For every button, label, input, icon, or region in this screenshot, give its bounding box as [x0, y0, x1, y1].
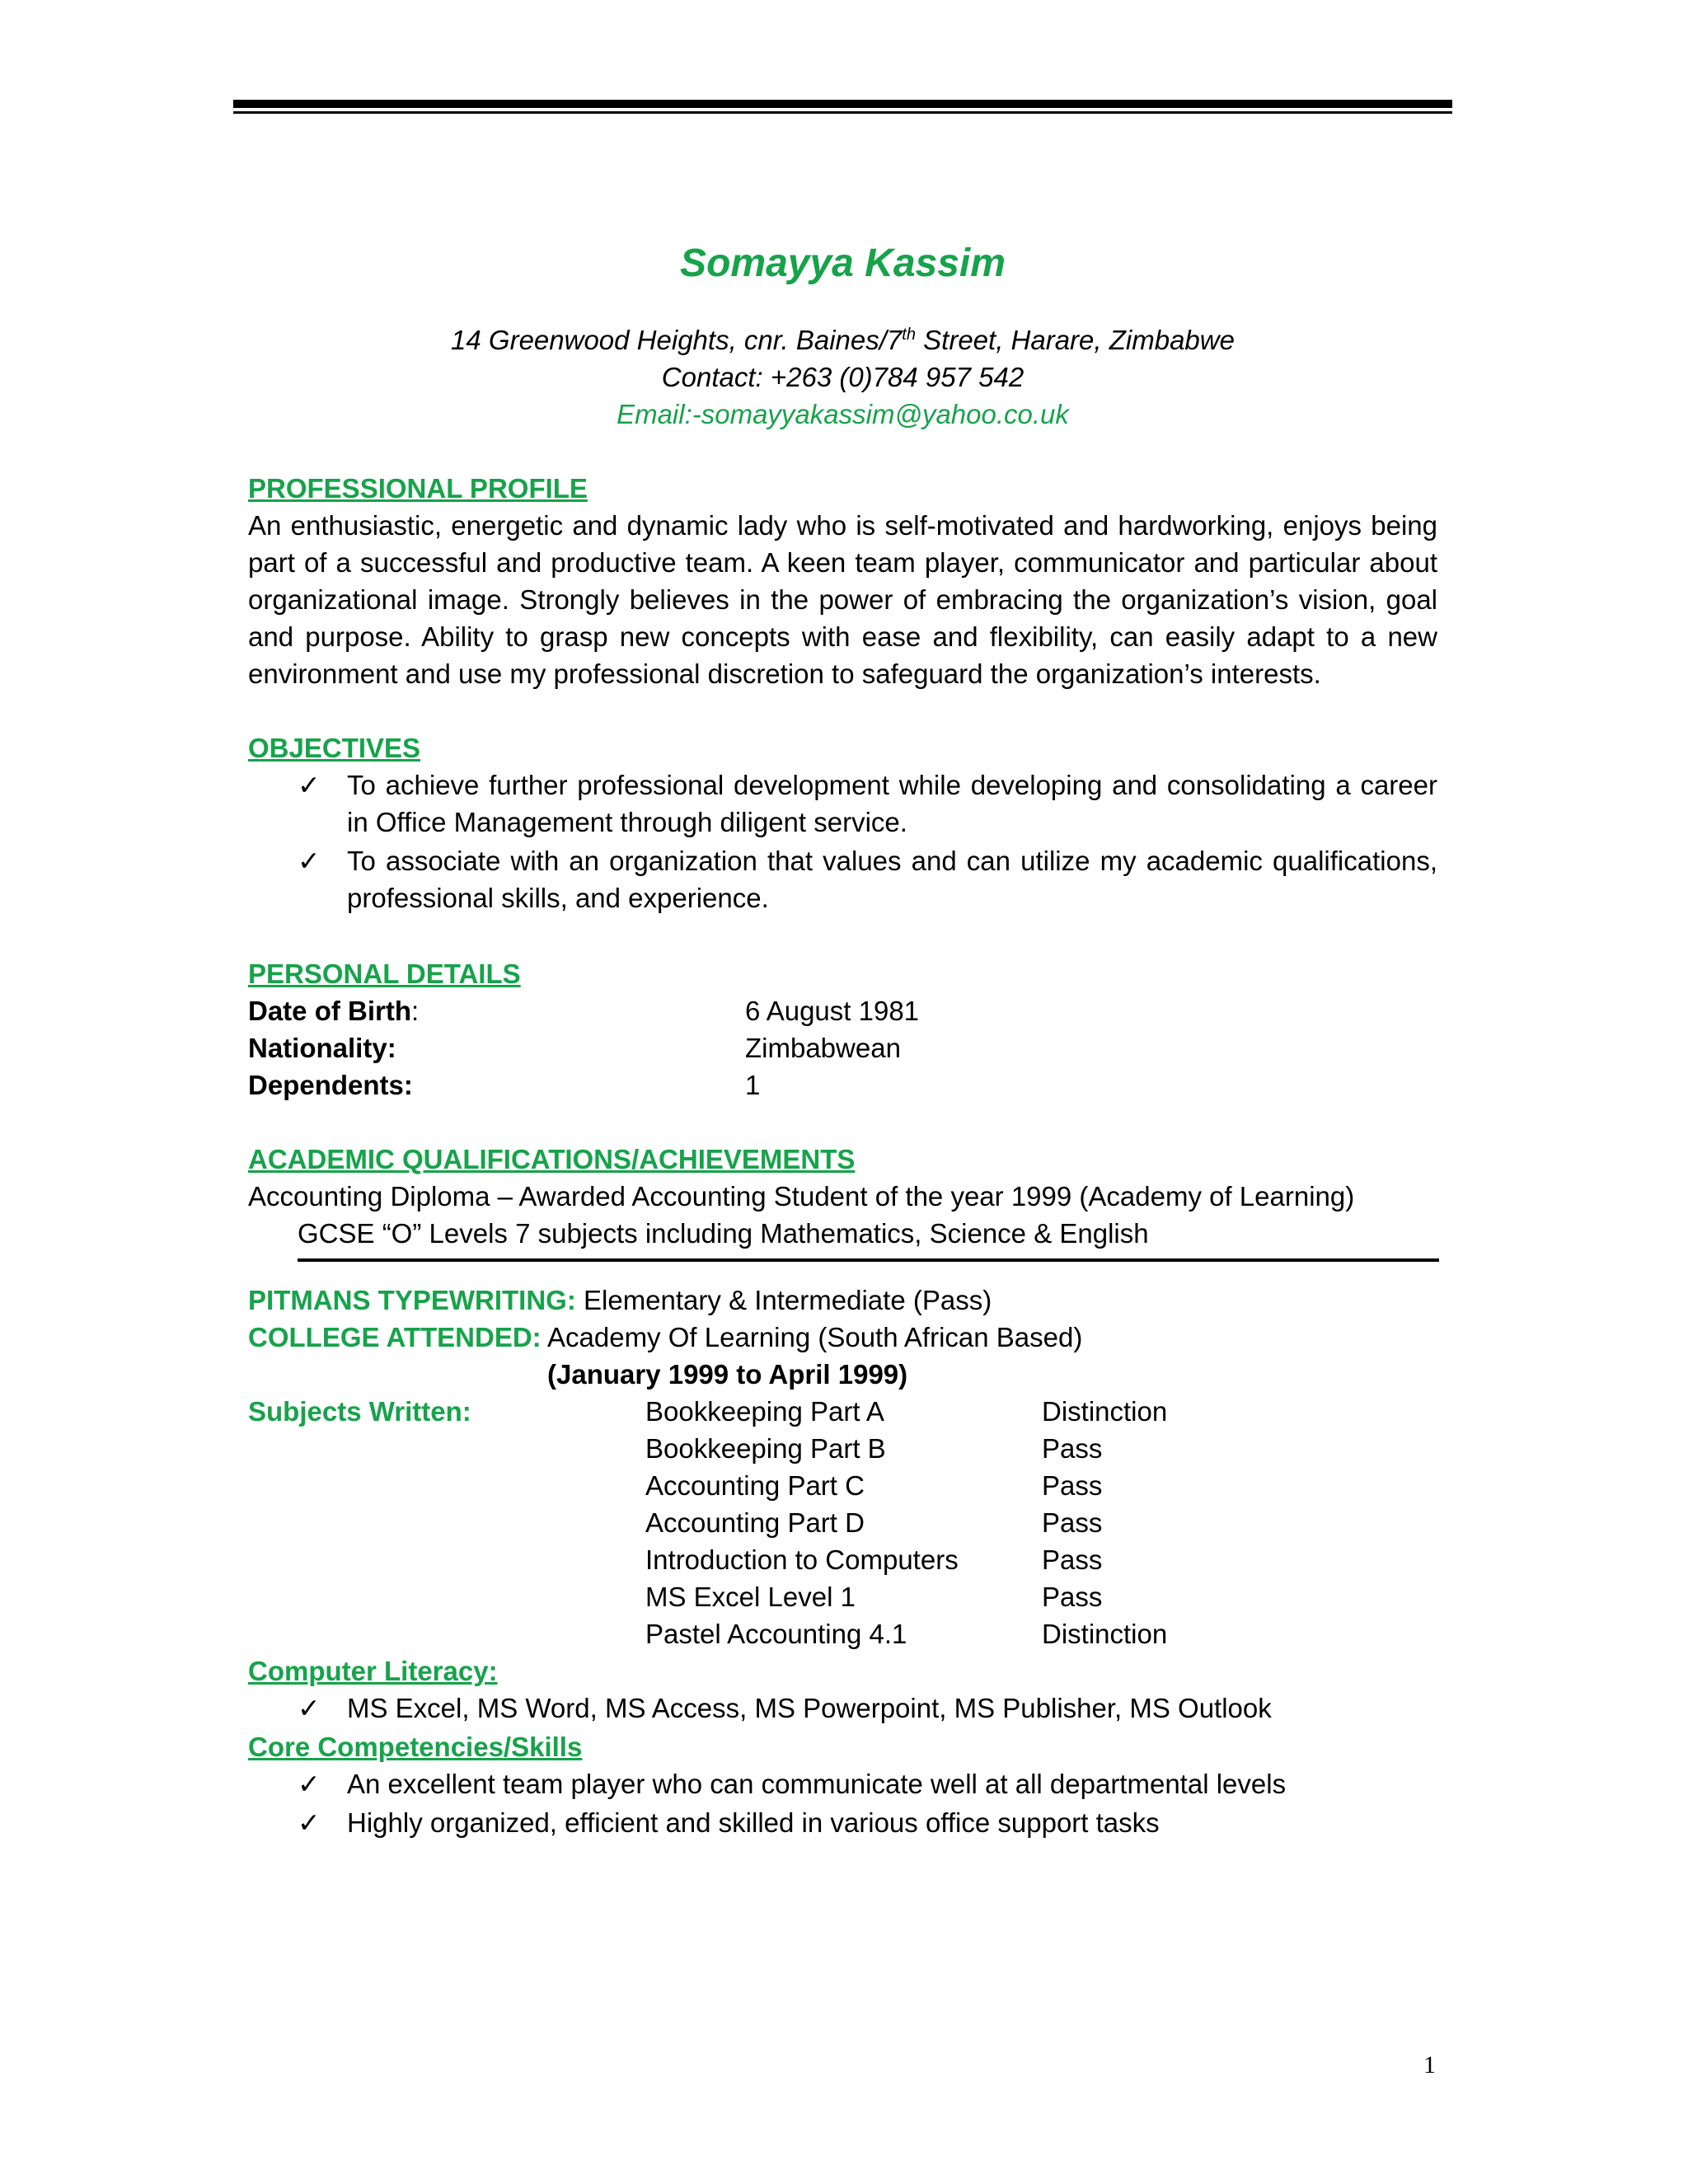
contact-line: Contact: +263 (0)784 957 542: [661, 362, 1025, 392]
subject-row: Accounting Part C Pass: [645, 1470, 1103, 1501]
objective-item: ✓ To achieve further professional development while developing and consolidating a career in Office Management through diligent service.: [347, 766, 1437, 841]
college-row: COLLEGE ATTENDED: Academy Of Learning (South African Based): [248, 1319, 1437, 1356]
college-dates-row: [248, 1356, 1437, 1393]
college-dates: (January 1999 to April 1999): [547, 1359, 908, 1390]
skills-list: [248, 1765, 1437, 1841]
header-rule-thick: [233, 100, 1452, 108]
checkmark-icon: ✓: [298, 1693, 321, 1723]
objectives-list: [248, 766, 1437, 916]
objectives-heading: OBJECTIVES: [248, 733, 421, 763]
skill-item: ✓ Highly organized, efficient and skilled in various office support tasks: [347, 1804, 1437, 1841]
computer-heading: Computer Literacy:: [248, 1656, 498, 1686]
address-line: 14 Greenwood Heights, cnr. Baines/7th Street, Harare, Zimbabwe: [451, 325, 1235, 355]
personal-heading: PERSONAL DETAILS: [248, 958, 521, 989]
nationality-row: Nationality: Zimbabwean: [248, 1029, 1437, 1066]
section-divider: [298, 1258, 1439, 1262]
college-value: Academy Of Learning (South African Based): [547, 1322, 1083, 1352]
checkmark-icon: ✓: [298, 1807, 321, 1838]
nationality-value: Zimbabwean: [745, 1033, 901, 1063]
candidate-name: Somayya Kassim: [680, 241, 1006, 285]
header-rule-thin: [233, 111, 1452, 114]
profile-text: An enthusiastic, energetic and dynamic lady who is self-motivated and hardworking, enjoys being part of a successful and productive team. A keen team player, communicator and particular about organizational image. Strongly believes in the power of embracing the organization’s vision, goal and purpose. Ability to grasp new concepts with ease and flexibility, can easily adapt to a new environment and use my professional discretion to safeguard the organization’s interests.: [248, 510, 1437, 689]
objective-item: ✓ To associate with an organization that values and can utilize my academic qualifications, professional skills, and experience.: [347, 842, 1437, 916]
computer-item: ✓ MS Excel, MS Word, MS Access, MS Powerpoint, MS Publisher, MS Outlook: [347, 1690, 1437, 1727]
checkmark-icon: ✓: [298, 846, 321, 876]
checkmark-icon: ✓: [298, 1769, 321, 1799]
subject-row: MS Excel Level 1 Pass: [645, 1582, 1103, 1612]
subject-row: Bookkeeping Part B Pass: [645, 1433, 1103, 1464]
dependents-row: Dependents: 1: [248, 1066, 1437, 1104]
email-line[interactable]: Email:-somayyakassim@yahoo.co.uk: [617, 399, 1069, 429]
academic-heading: ACADEMIC QUALIFICATIONS/ACHIEVEMENTS: [248, 1144, 856, 1174]
subject-row: Subjects Written: Bookkeeping Part A Distinction: [248, 1393, 1437, 1430]
resume-content: [248, 239, 1437, 1843]
subjects-label: Subjects Written:: [248, 1396, 471, 1427]
dependents-value: 1: [745, 1070, 761, 1100]
page-number: 1: [1423, 2051, 1436, 2079]
dob-row: Date of Birth: 6 August 1981: [248, 992, 1437, 1029]
subject-row: Introduction to Computers Pass: [645, 1544, 1103, 1575]
subject-row: Accounting Part D Pass: [645, 1507, 1103, 1538]
dob-value: 6 August 1981: [745, 996, 920, 1026]
skill-item: ✓ An excellent team player who can communicate well at all departmental levels: [347, 1765, 1437, 1802]
subject-row: Pastel Accounting 4.1 Distinction: [645, 1619, 1168, 1649]
skills-heading: Core Competencies/Skills: [248, 1732, 583, 1762]
academic-line-1: Accounting Diploma – Awarded Accounting Student of the year 1999 (Academy of Learning): [248, 1181, 1355, 1212]
profile-heading: PROFESSIONAL PROFILE: [248, 473, 588, 504]
academic-line-2: GCSE “O” Levels 7 subjects including Mathematics, Science & English: [298, 1218, 1149, 1249]
computer-list: [248, 1690, 1437, 1727]
pitmans-row: PITMANS TYPEWRITING: Elementary & Intermediate (Pass): [248, 1285, 992, 1315]
checkmark-icon: ✓: [298, 770, 321, 800]
